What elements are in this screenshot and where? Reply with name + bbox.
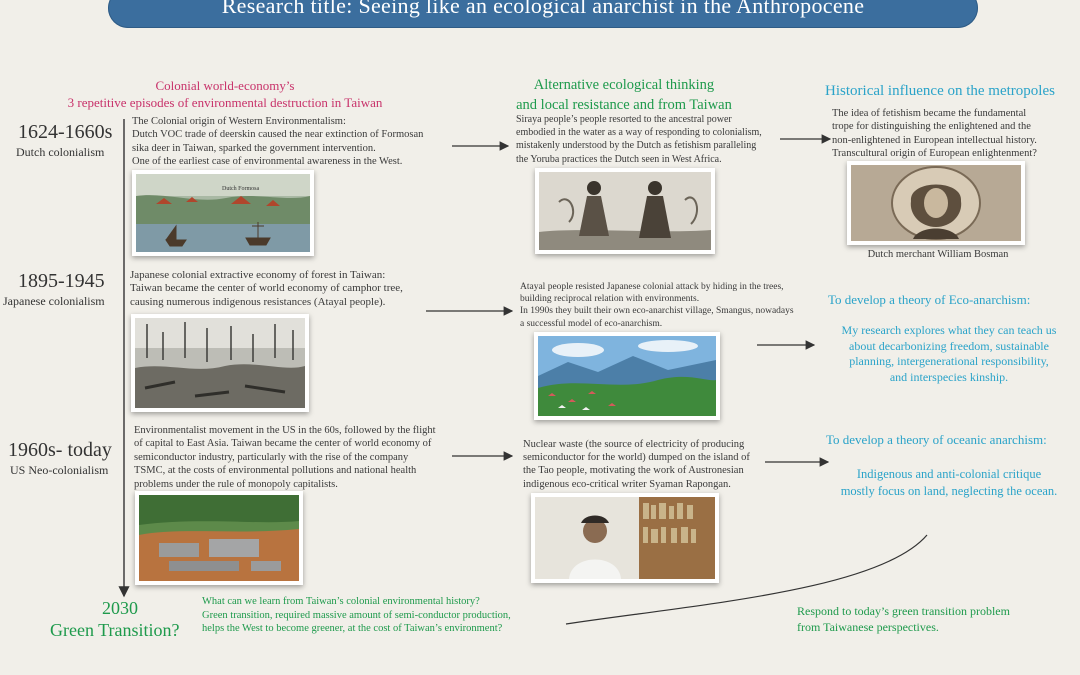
future-label: Green Transition? xyxy=(50,620,180,640)
era-label: Japanese colonialism xyxy=(3,294,105,308)
text-line: a successful model of eco-anarchism. xyxy=(520,318,663,329)
text-line: and interspecies kinship. xyxy=(889,369,1009,384)
smangus-village-photo xyxy=(534,332,720,420)
era-text xyxy=(130,269,403,309)
tao-text xyxy=(523,438,750,491)
semiconductor-plant-photo xyxy=(135,491,303,585)
map-label: Dutch Formosa xyxy=(222,186,260,192)
deforestation-photo xyxy=(131,314,309,412)
portrait-caption xyxy=(853,248,1023,261)
text-line: building reciprocal relation with environments. xyxy=(520,294,700,305)
text-line: What can we learn from Taiwan’s colonial environmental history? xyxy=(202,596,480,607)
colonial-heading-line: 3 repetitive episodes of environmental destruction in Taiwan xyxy=(67,95,383,110)
eco-anarchism-heading xyxy=(828,292,1030,308)
text-line: My research explores what they can teach us xyxy=(841,323,1057,337)
text-line: sika deer in Taiwan, sparked the government intervention. xyxy=(132,142,376,154)
text-line: helps the West to become greener, at the cost of Taiwan’s environment? xyxy=(202,623,503,635)
era-text xyxy=(134,424,436,491)
text-line: Atayal people resisted Japanese colonial attack by hiding in the trees, xyxy=(520,282,784,292)
text-line: non-enlightened in European intellectual history. xyxy=(832,134,1037,146)
era-year: 1895-1945 xyxy=(18,270,105,292)
text-line: mistakenly understood by the Dutch as fetishism paralleling xyxy=(516,140,757,152)
text-line: causing numerous indigenous resistances (Atayal people). xyxy=(130,295,386,308)
atayal-text xyxy=(520,281,794,330)
text-line: semiconductor for the world) dumped on the island of xyxy=(523,452,750,464)
text-line: problems under the rule of monopoly capitalists. xyxy=(134,478,338,490)
alternative-heading-line: Alternative ecological thinking xyxy=(533,77,715,93)
page-title: Research title: Seeing like an ecological anarchist in the Anthropocene xyxy=(221,0,865,18)
theory-heading: To develop a theory of oceanic anarchism: xyxy=(826,432,1047,447)
era-label: US Neo-colonialism xyxy=(10,463,109,477)
response-text xyxy=(797,603,1010,635)
text-line: One of the earliest case of environmental awareness in the West. xyxy=(132,156,403,168)
oceanic-anarchism-heading xyxy=(826,432,1047,448)
text-line: trope for distinguishing the enlightened and the xyxy=(832,121,1031,133)
siraya-text xyxy=(516,113,762,166)
text-line: Transcultural origin of European enlightenment? xyxy=(832,148,1037,160)
text-line: TSMC, at the costs of environmental pollutions and national health xyxy=(134,465,417,477)
historical-heading-line: Historical influence on the metropoles xyxy=(825,83,1055,99)
alternative-heading-line: and local resistance and from Taiwan xyxy=(516,97,732,113)
caption-text: Dutch merchant William Bosman xyxy=(867,249,1009,260)
theory-heading: To develop a theory of Eco-anarchism: xyxy=(828,292,1031,307)
future-year: 2030 xyxy=(102,598,138,618)
text-line: semiconductor industry, particularly with the rise of the company xyxy=(134,451,409,463)
siraya-engraving-image xyxy=(535,168,715,254)
eco-anarchism-text xyxy=(818,323,1080,385)
text-line: Environmentalist movement in the US in the 60s, followed by the flight xyxy=(134,425,436,436)
era-year: 1624-1660s xyxy=(18,121,113,143)
text-line: from Taiwanese perspectives. xyxy=(797,620,939,634)
text-line: Dutch VOC trade of deerskin caused the near extinction of Formosan xyxy=(132,129,424,141)
era-label: Dutch colonialism xyxy=(16,145,105,159)
text-line: mostly focus on land, neglecting the ocean. xyxy=(840,484,1058,498)
text-line: Respond to today’s green transition problem xyxy=(797,604,1010,618)
era-year: 1960s- today xyxy=(8,439,112,461)
text-line: indigenous eco-critical writer Syaman Rapongan. xyxy=(523,478,731,490)
text-line: The idea of fetishism became the fundamental xyxy=(832,108,1027,119)
text-line: Siraya people’s people resorted to the ancestral power xyxy=(516,114,732,125)
text-line: of capital to East Asia. Taiwan became the center of world economy of xyxy=(134,438,432,450)
oceanic-anarchism-text xyxy=(818,466,1080,500)
text-line: the Tao people, motivating the work of Austronesian xyxy=(523,465,744,477)
text-line: Japanese colonial extractive economy of forest in Taiwan: xyxy=(130,269,386,281)
influence-text xyxy=(832,107,1037,161)
era-text xyxy=(132,115,423,169)
dutch-formosa-map-image xyxy=(132,170,314,256)
text-line: In 1990s they built their own eco-anarchist village, Smangus, nowadays xyxy=(520,306,794,317)
text-line: about decarbonizing freedom, sustainable xyxy=(849,338,1049,353)
text-line: the Yoruba practices the Dutch seen in West Africa. xyxy=(516,153,722,165)
text-line: Indigenous and anti-colonial critique xyxy=(856,467,1042,481)
text-line: planning, intergenerational responsibility, xyxy=(849,354,1049,368)
future-text xyxy=(202,595,511,636)
text-line: Taiwan became the center of world economy of camphor tree, xyxy=(130,282,403,295)
text-line: Nuclear waste (the source of electricity of producing xyxy=(523,439,745,450)
william-bosman-portrait xyxy=(847,161,1025,245)
syaman-rapongan-photo xyxy=(531,493,719,583)
text-line: The Colonial origin of Western Environmentalism: xyxy=(132,116,346,127)
colonial-heading-line: Colonial world-economy’s xyxy=(155,78,295,93)
text-line: Green transition, required massive amount of semi-conductor production, xyxy=(202,609,511,621)
text-line: embodied in the water as a way of responding to colonialism, xyxy=(516,127,762,139)
